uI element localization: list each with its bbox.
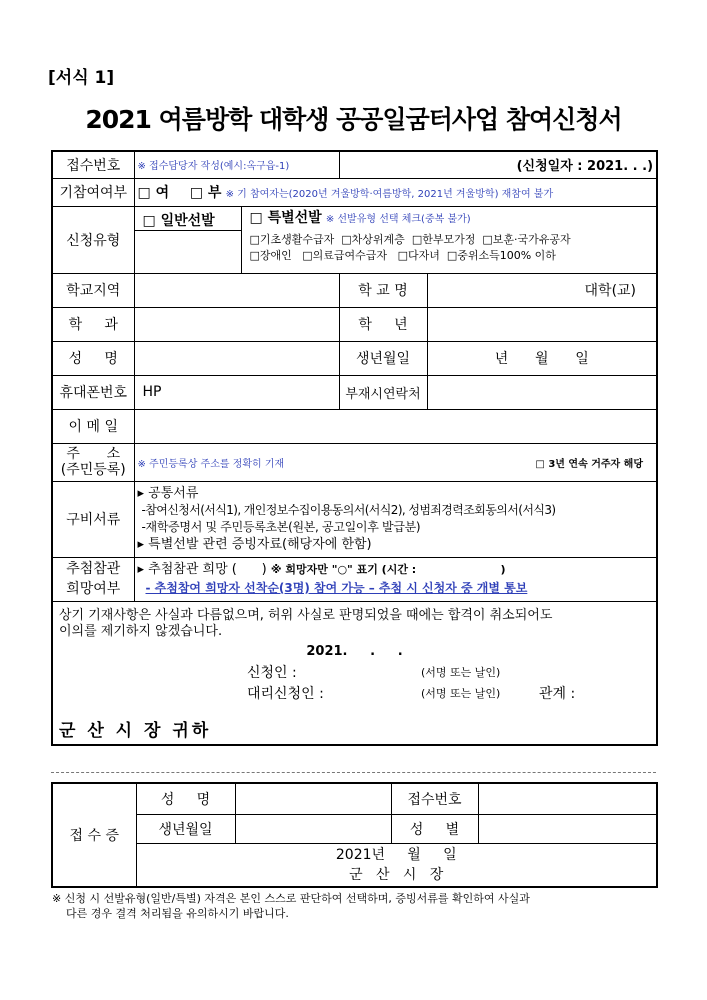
address-label-line1: 주 소 xyxy=(66,446,121,462)
documents-row xyxy=(52,481,657,557)
application-date-field[interactable] xyxy=(339,151,657,178)
address-note: ※ 주민등록상 주소를 정확히 기재 xyxy=(137,458,285,470)
address-row xyxy=(52,443,657,481)
address-field[interactable] xyxy=(134,443,657,481)
application-type-note: ※ 선발유형 선택 체크(중복 불가) xyxy=(325,213,471,225)
option-medical-aid[interactable]: □의료급여수급자 xyxy=(302,248,388,262)
receipt-gender-field[interactable] xyxy=(478,814,657,843)
grade-label: 학 년 xyxy=(339,307,427,341)
receipt-number-field[interactable] xyxy=(134,151,339,178)
receipt-date: 2021년 월 일 xyxy=(335,846,457,863)
lottery-wish-field[interactable]: ▸ 추첨참관 희망 ( ) xyxy=(137,562,267,577)
documents-special: ▸ 특별선발 관련 증빙자료(해당자에 한함) xyxy=(137,537,372,552)
statement-cell xyxy=(52,601,657,745)
footnote-line-1: ※ 신청 시 선발유형(일반/특별) 자격은 본인 스스로 판단하여 선택하며, 증빙서류를 확인하여 사실과 xyxy=(52,892,530,905)
email-row xyxy=(52,409,657,443)
alt-contact-field[interactable] xyxy=(427,375,657,409)
alt-contact-label: 부재시연락처 xyxy=(339,375,427,409)
statement-row xyxy=(52,601,657,745)
option-disabled[interactable]: □장애인 xyxy=(249,248,292,262)
lottery-label-line2: 희망여부 xyxy=(66,581,121,597)
prior-participation-row xyxy=(52,178,657,206)
application-form-table xyxy=(51,150,658,746)
name-row xyxy=(52,341,657,375)
mobile-field[interactable] xyxy=(134,375,339,409)
mobile-prefix: HP xyxy=(142,384,162,400)
email-field[interactable] xyxy=(134,409,657,443)
prior-participation-label: 기참여여부 xyxy=(52,178,134,206)
birth-field[interactable] xyxy=(427,341,657,375)
participation-yes-checkbox[interactable]: □ 여 xyxy=(137,185,170,201)
receipt-gender-label: 성 별 xyxy=(391,814,478,843)
applicant-label: 신청인 : xyxy=(247,664,297,681)
documents-line-certificates: -재학증명서 및 주민등록초본(원본, 공고일이후 발급분) xyxy=(141,520,421,534)
statement-text-2: 이의를 제기하지 않겠습니다. xyxy=(59,623,223,639)
receipt-name-label: 성 명 xyxy=(136,783,235,814)
statement-text-1: 상기 기재사항은 사실과 다름없으며, 허위 사실로 판명되었을 때에는 합격이 취소되어도 xyxy=(59,607,553,623)
receipt-number-label: 접수번호 xyxy=(52,151,134,178)
school-name-label: 학 교 명 xyxy=(339,273,427,307)
page-title: 2021 여름방학 대학생 공공일굼터사업 참여신청서 xyxy=(85,105,622,134)
receipt-title: 접 수 증 xyxy=(52,783,136,887)
receipt-number-row xyxy=(52,151,657,178)
receipt-birth-field[interactable] xyxy=(235,814,391,843)
grade-field[interactable] xyxy=(427,307,657,341)
option-basic-livelihood[interactable]: □기초생활수급자 xyxy=(249,232,335,246)
general-selection-checkbox[interactable]: □ 일반선발 xyxy=(142,212,215,229)
documents-label: 구비서류 xyxy=(52,481,134,557)
lottery-notice: - 추첨참여 희망자 선착순(3명) 참여 가능 – 추첨 시 신청자 중 개별 통보 xyxy=(145,581,528,595)
option-veteran[interactable]: □보훈·국가유공자 xyxy=(482,232,571,246)
footnote-line-2: 다른 경우 결격 처리됨을 유의하시기 바랍니다. xyxy=(66,907,289,920)
major-label: 학 과 xyxy=(52,307,134,341)
major-row xyxy=(52,307,657,341)
school-suffix: 대학(교) xyxy=(584,283,637,299)
email-label: 이 메 일 xyxy=(52,409,134,443)
receipt-table xyxy=(51,782,658,888)
application-type-row xyxy=(52,206,657,273)
school-region-label: 학교지역 xyxy=(52,273,134,307)
receipt-number-note: ※ 접수담당자 작성(예시:옥구읍-1) xyxy=(137,160,290,172)
receipt-number-label-2: 접수번호 xyxy=(391,783,478,814)
major-field[interactable] xyxy=(134,307,339,341)
addressee: 군 산 시 장 귀하 xyxy=(59,720,212,741)
participation-no-checkbox[interactable]: □ 부 xyxy=(189,185,222,201)
address-label-line2: (주민등록) xyxy=(60,462,126,478)
option-near-poverty[interactable]: □차상위계층 xyxy=(341,232,405,246)
application-date-text: (신청일자 : 2021. . .) xyxy=(516,159,654,175)
option-median-income[interactable]: □중위소득100% 이하 xyxy=(446,248,556,262)
footnote xyxy=(52,891,667,921)
documents-common: ▸ 공통서류 xyxy=(137,486,199,501)
name-label: 성 명 xyxy=(52,341,134,375)
statement-date: 2021. . . xyxy=(306,643,403,659)
receipt-number-field-2[interactable] xyxy=(478,783,657,814)
form-number-label: [서식 1] xyxy=(48,68,115,88)
school-region-field[interactable] xyxy=(134,273,339,307)
school-row xyxy=(52,273,657,307)
birth-placeholder: 년 월 일 xyxy=(494,351,589,367)
address-label xyxy=(52,443,134,481)
application-type-label: 신청유형 xyxy=(52,206,134,273)
proxy-signature[interactable]: (서명 또는 날인) xyxy=(421,686,501,700)
birth-label: 생년월일 xyxy=(339,341,427,375)
receipt-issuer: 군 산 시 장 xyxy=(349,866,444,883)
lottery-mark-note: ※ 희망자만 "○" 표기 (시간 : ) xyxy=(270,563,506,576)
mobile-label: 휴대폰번호 xyxy=(52,375,134,409)
three-year-resident-checkbox[interactable]: □ 3년 연속 거주자 해당 xyxy=(535,458,644,470)
name-field[interactable] xyxy=(134,341,339,375)
proxy-label: 대리신청인 : xyxy=(247,685,324,702)
option-multi-child[interactable]: □다자녀 xyxy=(397,248,440,262)
relation-label: 관계 : xyxy=(539,685,576,702)
lottery-label xyxy=(52,557,134,601)
special-selection-checkbox[interactable]: □ 특별선발 xyxy=(249,209,322,226)
documents-line-forms: -참여신청서(서식1), 개인정보수집이용동의서(서식2), 성범죄경력조회동의서(서식3) xyxy=(141,503,556,517)
lottery-label-line1: 추첨참관 xyxy=(66,561,121,577)
lottery-content[interactable] xyxy=(134,557,657,601)
school-name-field[interactable] xyxy=(427,273,657,307)
receipt-birth-label: 생년월일 xyxy=(136,814,235,843)
receipt-name-field[interactable] xyxy=(235,783,391,814)
cut-line xyxy=(51,772,656,773)
option-single-parent[interactable]: □한부모가정 xyxy=(411,232,476,246)
contact-row xyxy=(52,375,657,409)
lottery-row xyxy=(52,557,657,601)
applicant-signature[interactable]: (서명 또는 날인) xyxy=(421,665,501,679)
participation-note: ※ 기 참여자는(2020년 겨울방학·여름방학, 2021년 겨울방학) 재참여 불가 xyxy=(225,189,554,200)
receipt-issue-cell xyxy=(136,843,657,887)
documents-content xyxy=(134,481,657,557)
